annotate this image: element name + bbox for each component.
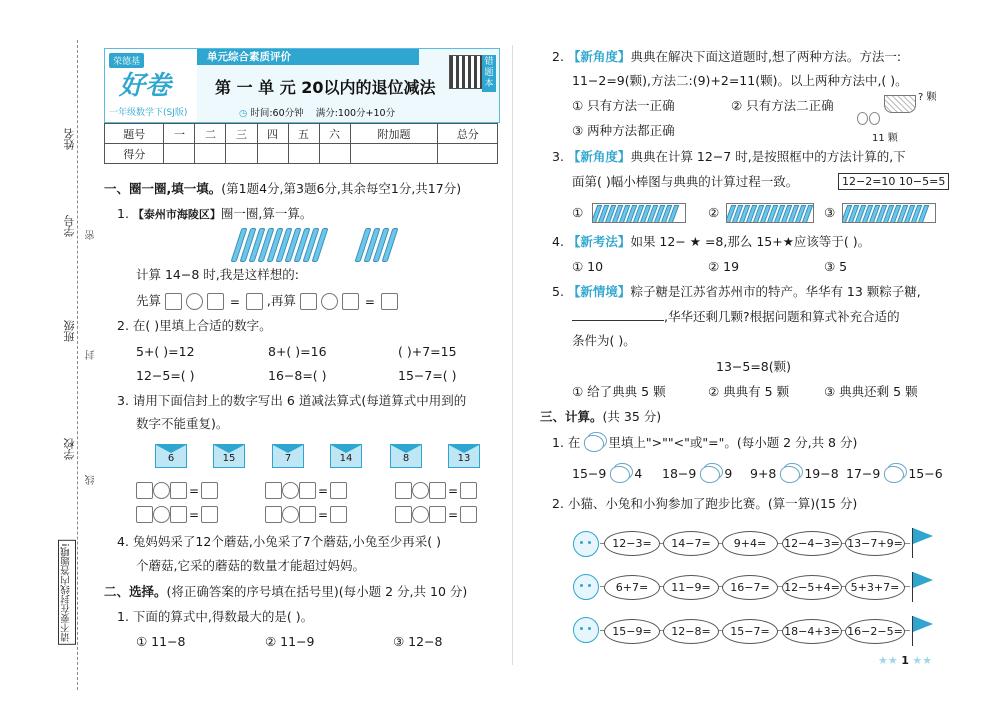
question-text: 11−2=9(颗),方法二:(9)+2=11(颗)。以上两种方法中,( )。 <box>572 73 908 88</box>
table-cell: 附加题 <box>350 124 438 144</box>
egg-icon <box>857 112 868 125</box>
question-text: 兔妈妈采了12个蘑菇,小兔采了7个蘑菇,小兔至少再采( ) <box>132 534 441 549</box>
score-input[interactable] <box>288 144 319 164</box>
question-text: 面第( )幅小棒图与典典的计算过程一致。 <box>572 174 799 189</box>
score-input[interactable] <box>438 144 498 164</box>
s1-q1 <box>117 206 312 223</box>
dog-icon <box>573 617 599 643</box>
question-text: ,再算 <box>266 293 296 308</box>
stick-diagram-1 <box>592 203 686 223</box>
choice-option[interactable]: ② 11−9 <box>265 634 315 649</box>
compare-left: 9+8 <box>750 466 777 481</box>
exam-header <box>104 48 500 123</box>
qr-label: 错题本 <box>482 55 496 92</box>
race-oval[interactable]: 12−3= <box>604 531 660 556</box>
score-input[interactable] <box>350 144 438 164</box>
choice-option[interactable]: ① 10 <box>572 259 604 274</box>
section3-heading-row <box>540 409 661 425</box>
race-oval[interactable]: 9+4= <box>722 531 778 556</box>
envelope-icon: 13 <box>448 444 480 468</box>
compare-left: 15−9 <box>572 466 607 481</box>
table-row <box>105 144 498 164</box>
table-cell: 二 <box>195 124 226 144</box>
answer-box[interactable] <box>207 293 224 310</box>
compare-item <box>846 466 943 483</box>
choice-option[interactable]: ③ 5 <box>824 259 848 274</box>
choice-option[interactable]: ③ 两种方法都正确 <box>572 123 675 138</box>
fill-item[interactable]: 8+( )=16 <box>268 344 327 359</box>
question-text: 典典在计算 12−7 时,是按照框中的方法计算的,下 <box>630 149 906 164</box>
stick-diagram-3 <box>842 203 936 223</box>
question-number: 3. <box>117 393 129 408</box>
star-icon: ★★ <box>878 654 898 667</box>
region-tag: 【泰州市海陵区】 <box>132 208 221 221</box>
banner: 单元综合素质评价 <box>197 49 419 65</box>
seal-mark: 线 <box>86 475 97 485</box>
question-text: 粽子糖是江苏省苏州市的特产。华华有 13 颗粽子糖, <box>630 284 921 299</box>
operator-circle[interactable] <box>186 293 203 310</box>
table-cell: 一 <box>164 124 195 144</box>
race-oval[interactable]: 13−7+9= <box>845 531 905 556</box>
s3-q1 <box>552 435 857 452</box>
section1-heading: 一、圈一圈,填一填。 <box>104 181 222 196</box>
s2-q4 <box>552 234 870 250</box>
fill-item[interactable]: ( )+7=15 <box>398 344 457 359</box>
choice-option[interactable]: ① 给了典典 5 颗 <box>572 384 666 399</box>
question-text: 如果 12− ★ =8,那么 15+★应该等于( )。 <box>630 234 871 249</box>
question-number: 1. <box>117 206 129 221</box>
s2-q5 <box>552 284 921 300</box>
section1-note: (第1题4分,第3题6分,其余每空1分,共17分) <box>221 181 462 196</box>
table-cell: 得分 <box>105 144 164 164</box>
tag-new-method: 【新考法】 <box>567 234 631 249</box>
class-label: 班级 <box>63 320 76 342</box>
envelope-icon: 8 <box>390 444 422 468</box>
question-number: 2. <box>552 49 564 64</box>
choice-option[interactable]: ② 典典有 5 颗 <box>708 384 790 399</box>
race-oval[interactable]: 16−7= <box>722 575 778 600</box>
student-id-label: 学号 <box>63 215 76 237</box>
question-text: 典典在解决下面这道题时,想了两种方法。方法一: <box>630 49 902 64</box>
score-input[interactable] <box>257 144 288 164</box>
question-number: 4. <box>117 534 129 549</box>
question-text: 数字不能重复)。 <box>136 416 229 431</box>
table-cell: 五 <box>288 124 319 144</box>
race-oval[interactable]: 6+7= <box>604 575 660 600</box>
qr-code-icon <box>449 55 483 89</box>
flag-icon <box>913 528 933 544</box>
question-text: 里填上">""<"或"="。(每小题 2 分,共 8 分) <box>608 435 858 450</box>
page-footer <box>878 653 932 669</box>
question-text: ,华华还剩几颗?根据问题和算式补充合适的 <box>664 309 900 324</box>
race-oval[interactable]: 14−7= <box>663 531 719 556</box>
compare-right: 15−6 <box>908 466 943 481</box>
compare-cloud-input[interactable] <box>884 466 904 483</box>
s3-q2 <box>552 496 857 512</box>
subtraction-equation-slot[interactable]: = <box>265 480 347 499</box>
score-input[interactable] <box>319 144 350 164</box>
question-text: 小猫、小兔和小狗参加了跑步比赛。(算一算)(15 分) <box>567 496 858 511</box>
compare-cloud-input[interactable] <box>610 466 630 483</box>
brand-name: 荣德基 <box>109 53 144 68</box>
s2-q2 <box>552 49 901 65</box>
question-number: 5. <box>552 284 564 299</box>
total-label: 11 颗 <box>872 133 898 144</box>
table-cell: 题号 <box>105 124 164 144</box>
seal-mark: 密 <box>86 230 97 240</box>
subtraction-equation-slot[interactable]: = <box>136 504 218 523</box>
choice-option[interactable]: ① <box>572 205 584 220</box>
s2-q3 <box>552 149 906 165</box>
choice-option[interactable]: ③ <box>824 205 836 220</box>
compare-right: 19−8 <box>804 466 839 481</box>
star-icon: ★★ <box>912 654 933 667</box>
section2-heading: 二、选择。 <box>104 584 167 599</box>
s2-q1 <box>117 609 313 625</box>
race-oval[interactable]: 12−5+4= <box>782 575 842 600</box>
question-text: 先算 <box>136 293 162 308</box>
equation: 13−5=8(颗) <box>716 359 792 374</box>
choice-option[interactable]: ③ 典典还剩 5 颗 <box>824 384 918 399</box>
question-text: 条件为( )。 <box>572 333 636 348</box>
question-text: 计算 14−8 时,我是这样想的: <box>136 267 299 282</box>
question-number: 2. <box>552 496 564 511</box>
choice-option[interactable]: ② 只有方法二正确 <box>731 98 834 113</box>
brand-logo: 好卷 <box>119 71 172 101</box>
choice-option[interactable]: ① 11−8 <box>136 634 186 649</box>
question-number: 4. <box>552 234 564 249</box>
race-oval[interactable]: 11−9= <box>663 575 719 600</box>
unit-title: 第 一 单 元 20以内的退位减法 <box>215 78 436 97</box>
compare-right: 9 <box>724 466 733 481</box>
question-text: 在( )里填上合适的数字。 <box>132 318 272 333</box>
score-input[interactable] <box>195 144 226 164</box>
section3-note: (共 35 分) <box>602 409 662 424</box>
envelope-icon: 7 <box>272 444 304 468</box>
time-label: 时间:60分钟 <box>250 108 304 119</box>
question-number: 3. <box>552 149 564 164</box>
tag-new-angle: 【新角度】 <box>567 149 631 164</box>
compare-item <box>662 466 732 483</box>
cat-icon <box>573 531 599 557</box>
section2-heading-row <box>104 584 467 600</box>
subtraction-equation-slot[interactable]: = <box>265 504 347 523</box>
question-text: 下面的算式中,得数最大的是( )。 <box>132 609 314 624</box>
compare-item <box>750 466 839 483</box>
basket-icon <box>884 95 916 113</box>
egg-icon <box>869 112 880 125</box>
tag-new-angle: 【新角度】 <box>567 49 631 64</box>
race-oval[interactable]: 15−9= <box>604 619 660 644</box>
race-oval[interactable]: 5+3+7= <box>845 575 905 600</box>
flag-icon <box>913 572 933 588</box>
sticks-group-four <box>360 228 396 266</box>
subtraction-equation-slot[interactable]: = <box>136 480 218 499</box>
section3-heading: 三、计算。 <box>540 409 603 424</box>
compare-item <box>572 466 642 483</box>
clock-icon: ◷ <box>239 108 248 119</box>
choice-option[interactable]: ② <box>708 205 720 220</box>
stick-diagram-2 <box>726 203 814 223</box>
basket-label: ? 颗 <box>918 92 937 103</box>
answer-box[interactable] <box>246 293 263 310</box>
binding-margin <box>0 0 100 711</box>
score-label: 满分:100分+10分 <box>315 108 396 119</box>
race-oval[interactable]: 18−4+3= <box>782 619 842 644</box>
compare-left: 18−9 <box>662 466 697 481</box>
fill-item[interactable]: 5+( )=12 <box>136 344 195 359</box>
fill-item[interactable]: 16−8=( ) <box>268 368 327 383</box>
answer-box[interactable] <box>381 293 398 310</box>
question-number: 1. <box>117 609 129 624</box>
question-text: 在 <box>567 435 581 450</box>
race-oval[interactable]: 12−8= <box>663 619 719 644</box>
choice-option[interactable]: ③ 12−8 <box>393 634 443 649</box>
table-cell: 四 <box>257 124 288 144</box>
score-table <box>104 123 498 164</box>
race-oval[interactable]: 12−4−3= <box>782 531 842 556</box>
section2-note: (将正确答案的序号填在括号里)(每小题 2 分,共 10 分) <box>166 584 468 599</box>
seal-mark: 封 <box>86 350 97 360</box>
fill-item[interactable]: 12−5=( ) <box>136 368 195 383</box>
s1-q1-fill-row: 先算 = ,再算 = <box>136 291 398 310</box>
envelope-icon: 15 <box>213 444 245 468</box>
choice-option[interactable]: ② 19 <box>708 259 740 274</box>
question-text: 圈一圈,算一算。 <box>220 206 313 221</box>
grade-label: 一年级数学下(SJ版) <box>109 108 188 118</box>
subtraction-equation-slot[interactable]: = <box>395 504 477 523</box>
s1-q2 <box>117 318 272 334</box>
answer-box[interactable] <box>300 293 317 310</box>
method-box: 12−2=10 10−5=5 <box>838 173 949 190</box>
page-number: 1 <box>901 654 909 667</box>
operator-circle[interactable] <box>321 293 338 310</box>
question-number: 2. <box>117 318 129 333</box>
school-label: 学校 <box>63 438 76 460</box>
notice-label: 请不要在封线内答题哦! <box>58 540 76 645</box>
table-cell: 三 <box>226 124 257 144</box>
table-cell: 总分 <box>438 124 498 144</box>
blank-line[interactable] <box>572 308 664 321</box>
race-oval[interactable]: 15−7= <box>722 619 778 644</box>
subtraction-equation-slot[interactable]: = <box>395 480 477 499</box>
envelope-icon: 6 <box>155 444 187 468</box>
choice-option[interactable]: ① 只有方法一正确 <box>572 98 675 113</box>
cloud-icon <box>584 435 604 452</box>
rabbit-icon <box>573 574 599 600</box>
section1-heading-row <box>104 181 461 197</box>
table-cell: 六 <box>319 124 350 144</box>
score-input[interactable] <box>226 144 257 164</box>
answer-box[interactable] <box>165 293 182 310</box>
s1-q3 <box>117 393 466 409</box>
s1-q4 <box>117 534 441 550</box>
s2-q5-line2 <box>572 308 900 325</box>
question-number: 1. <box>552 435 564 450</box>
table-row <box>105 124 498 144</box>
envelope-icon: 14 <box>330 444 362 468</box>
question-text: 请用下面信封上的数字写出 6 道减法算式(每道算式中用到的 <box>132 393 467 408</box>
column-divider <box>512 45 513 665</box>
score-input[interactable] <box>164 144 195 164</box>
tag-new-context: 【新情境】 <box>567 284 631 299</box>
race-oval[interactable]: 16−2−5= <box>845 619 905 644</box>
answer-box[interactable] <box>342 293 359 310</box>
name-label: 姓名 <box>63 128 76 150</box>
compare-right: 4 <box>634 466 643 481</box>
brand-block <box>105 49 197 122</box>
flag-icon <box>913 616 933 632</box>
compare-left: 17−9 <box>846 466 881 481</box>
sticks-group-ten <box>236 228 326 266</box>
exam-meta <box>239 105 395 119</box>
compare-cloud-input[interactable] <box>780 466 800 483</box>
question-text: 个蘑菇,它采的蘑菇的数量才能超过妈妈。 <box>136 558 365 573</box>
compare-cloud-input[interactable] <box>700 466 720 483</box>
fill-item[interactable]: 15−7=( ) <box>398 368 457 383</box>
